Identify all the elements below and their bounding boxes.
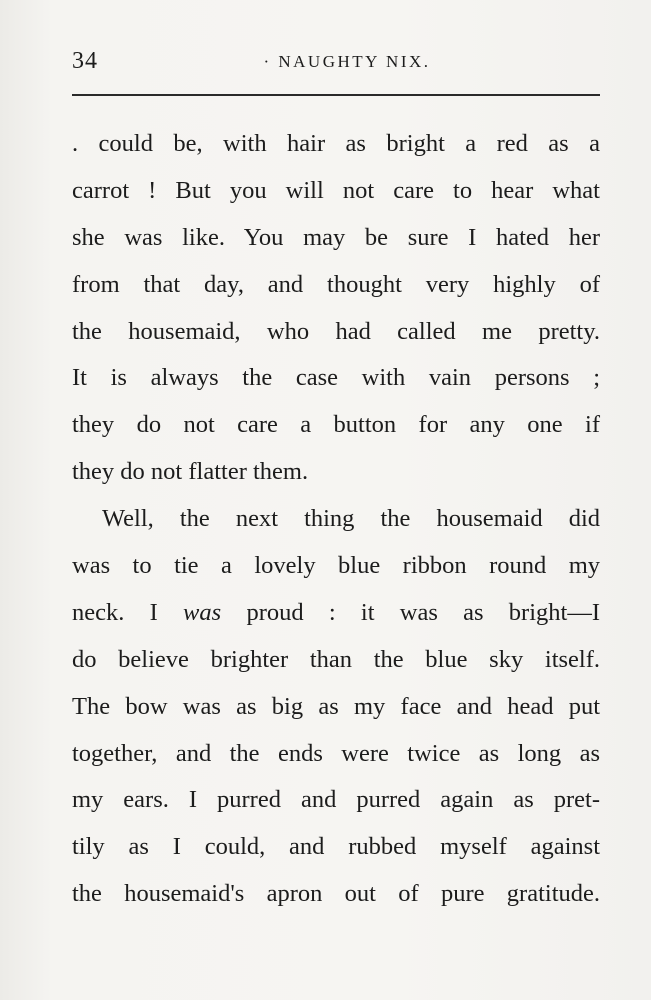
text-line: from that day, and thought very highly of xyxy=(72,270,600,298)
text-line: they do not flatter them. xyxy=(72,458,309,486)
paragraph-1 xyxy=(72,121,600,496)
emphasized-word: was xyxy=(183,598,222,626)
text-line xyxy=(72,590,600,637)
text-line: do believe brighter than the blue sky itself. xyxy=(72,645,600,673)
paragraph-2 xyxy=(72,496,600,918)
text-line: the housemaid's apron out of pure gratitude. xyxy=(72,880,600,908)
body-text xyxy=(72,121,600,918)
text-line: they do not care a button for any one if xyxy=(72,411,600,439)
text-segment: proud : it was as bright—I xyxy=(221,598,600,626)
text-line: Well, the next thing the housemaid did xyxy=(102,505,600,533)
text-line: tily as I could, and rubbed myself against xyxy=(72,833,600,861)
text-line: It is always the case with vain persons ; xyxy=(72,364,600,392)
text-line: The bow was as big as my face and head put xyxy=(72,692,600,720)
text-line: my ears. I purred and purred again as pret- xyxy=(72,786,600,814)
page-number: 34 xyxy=(72,48,98,74)
text-line: she was like. You may be sure I hated her xyxy=(72,223,600,251)
header-rule xyxy=(72,94,600,96)
text-line: carrot ! But you will not care to hear what xyxy=(72,176,600,204)
text-line: was to tie a lovely blue ribbon round my xyxy=(72,552,600,580)
text-line: . could be, with hair as bright a red as a xyxy=(72,130,600,157)
page-header xyxy=(72,48,600,76)
text-line: the housemaid, who had called me pretty. xyxy=(72,317,600,345)
text-line: together, and the ends were twice as long as xyxy=(72,739,600,767)
running-title: · NAUGHTY NIX. xyxy=(263,52,431,71)
text-segment: neck. I xyxy=(72,598,184,626)
